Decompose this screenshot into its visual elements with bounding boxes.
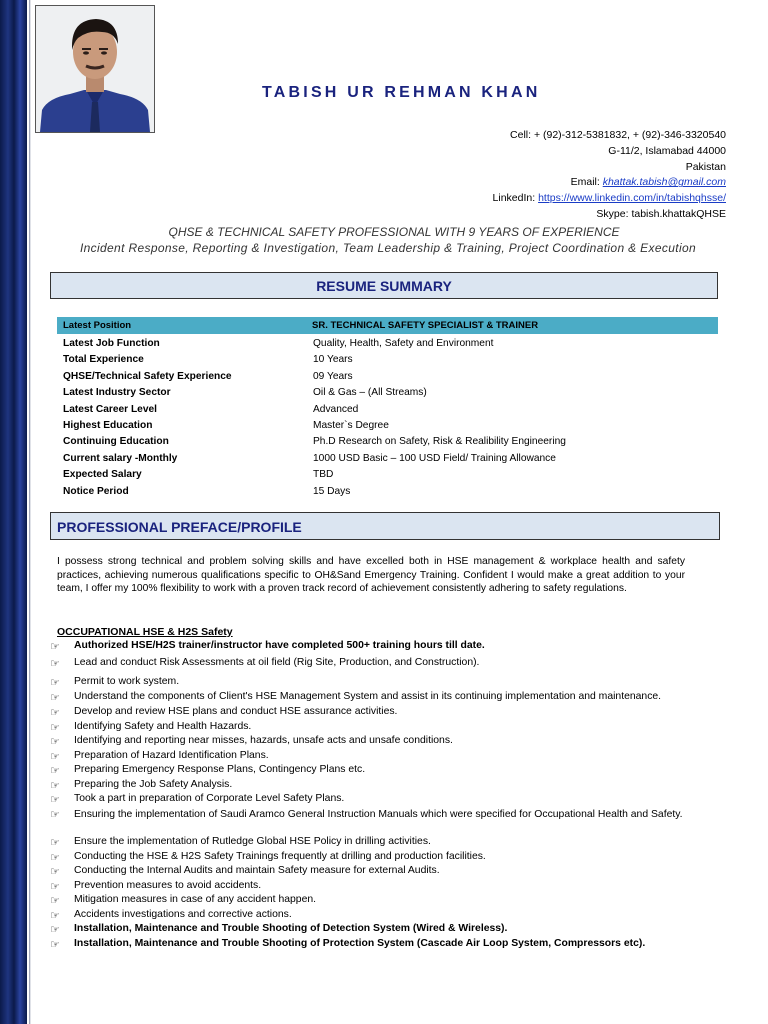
list-item-text: Identifying and reporting near misses, hazards, unsafe acts and unsafe conditions. bbox=[74, 735, 453, 746]
responsibility-list bbox=[50, 640, 750, 952]
summary-row-value: Master`s Degree bbox=[313, 419, 389, 431]
list-item-text: Lead and conduct Risk Assessments at oil field (Rig Site, Production, and Construction). bbox=[74, 657, 480, 668]
summary-row bbox=[63, 418, 713, 434]
summary-row-key: Total Experience bbox=[63, 354, 144, 366]
list-item-text: Conducting the Internal Audits and maintain Safety measure for external Audits. bbox=[74, 865, 440, 876]
summary-row bbox=[63, 352, 713, 368]
summary-row bbox=[63, 434, 713, 450]
latest-position-label: Latest Position bbox=[63, 320, 132, 331]
contact-block bbox=[493, 128, 726, 223]
list-item bbox=[50, 894, 750, 909]
list-item bbox=[50, 676, 750, 691]
pointing-hand-icon: ☞ bbox=[50, 880, 60, 893]
list-item bbox=[50, 706, 750, 721]
summary-row bbox=[63, 484, 713, 500]
pointing-hand-icon: ☞ bbox=[50, 808, 60, 821]
pointing-hand-icon: ☞ bbox=[50, 692, 60, 704]
email-link[interactable]: khattak.tabish@gmail.com bbox=[602, 176, 726, 189]
address-line-1: G-11/2, Islamabad 44000 bbox=[608, 144, 726, 157]
summary-row-key: Current salary -Monthly bbox=[63, 452, 178, 464]
summary-row-key: Notice Period bbox=[63, 485, 129, 497]
skype-id: Skype: tabish.khattakQHSE bbox=[596, 207, 726, 220]
pointing-hand-icon: ☞ bbox=[50, 909, 60, 922]
phone-numbers: Cell: + (92)-312-5381832, + (92)-346-3320540 bbox=[510, 129, 726, 141]
pointing-hand-icon: ☞ bbox=[50, 677, 60, 689]
list-item-text: Took a part in preparation of Corporate Level Safety Plans. bbox=[74, 793, 345, 804]
list-item-text: Preparing Emergency Response Plans, Contingency Plans etc. bbox=[74, 764, 366, 775]
profile-paragraph: I possess strong technical and problem solving skills and have excelled both in HSE management & workplace health and safety practices, achieving numerous qualifications specific to OH&Sand Emergency Training. Confident I would make a great addition to your team, I offer my 100% flexibility to work with a proven track record of achievement consistently adhering to safety regulations. bbox=[57, 556, 685, 595]
candidate-name: TABISH UR REHMAN KHAN bbox=[262, 84, 541, 101]
summary-row-key: Highest Education bbox=[63, 419, 153, 431]
pointing-hand-icon: ☞ bbox=[50, 641, 60, 653]
summary-row-value: 09 Years bbox=[313, 370, 353, 382]
list-item bbox=[50, 735, 750, 750]
pointing-hand-icon: ☞ bbox=[50, 750, 60, 763]
summary-table-header bbox=[57, 317, 718, 334]
list-item-text: Mitigation measures in case of any accident happen. bbox=[74, 894, 317, 905]
list-item-text: Develop and review HSE plans and conduct HSE assurance activities. bbox=[74, 706, 398, 717]
list-item-text: Installation, Maintenance and Trouble Shooting of Detection System (Wired & Wireless). bbox=[74, 923, 508, 934]
pointing-hand-icon: ☞ bbox=[50, 866, 60, 878]
occupational-heading: OCCUPATIONAL HSE & H2S Safety bbox=[57, 626, 233, 638]
list-item bbox=[50, 779, 750, 794]
summary-row-value: Advanced bbox=[313, 403, 359, 415]
summary-row-key: Continuing Education bbox=[63, 436, 169, 448]
list-item bbox=[50, 909, 750, 924]
summary-row-key: Latest Career Level bbox=[63, 403, 158, 415]
pointing-hand-icon: ☞ bbox=[50, 895, 60, 907]
summary-table bbox=[63, 336, 713, 500]
list-item bbox=[50, 721, 750, 736]
list-item bbox=[50, 764, 750, 779]
list-item-text: Accidents investigations and corrective actions. bbox=[74, 908, 292, 920]
pointing-hand-icon: ☞ bbox=[50, 736, 60, 748]
summary-row-value: 10 Years bbox=[313, 354, 353, 366]
linkedin-link[interactable]: https://www.linkedin.com/in/tabishqhsse/ bbox=[538, 192, 726, 205]
pointing-hand-icon: ☞ bbox=[50, 938, 60, 951]
pointing-hand-icon: ☞ bbox=[50, 765, 60, 777]
profile-heading bbox=[50, 512, 720, 540]
professional-headline: QHSE & TECHNICAL SAFETY PROFESSIONAL WITH 9 YEARS OF EXPERIENCE bbox=[168, 225, 620, 239]
email-row bbox=[493, 175, 726, 191]
list-item bbox=[50, 836, 750, 851]
list-item bbox=[50, 851, 750, 866]
pointing-hand-icon: ☞ bbox=[50, 794, 60, 806]
latest-position-value: SR. TECHNICAL SAFETY SPECIALIST & TRAINER bbox=[312, 320, 539, 331]
list-item-text: Understand the components of Client's HSE Management System and assist in its continuing implementation and maintenance. bbox=[74, 691, 662, 702]
list-item-text: Authorized HSE/H2S trainer/instructor have completed 500+ training hours till date. bbox=[74, 640, 485, 651]
address-line-2: Pakistan bbox=[685, 160, 726, 173]
list-item bbox=[50, 865, 750, 880]
list-item bbox=[50, 657, 750, 676]
list-item-text: Ensuring the implementation of Saudi Aramco General Instruction Manuals which were specified for Occupational Health and Safety. bbox=[74, 808, 683, 820]
list-item-text: Preparing the Job Safety Analysis. bbox=[74, 778, 233, 790]
sidebar-divider bbox=[27, 0, 29, 1024]
summary-row-value: Ph.D Research on Safety, Risk & Realibility Engineering bbox=[313, 436, 566, 448]
list-item-text: Preparation of Hazard Identification Plans. bbox=[74, 749, 269, 761]
summary-row bbox=[63, 385, 713, 401]
pointing-hand-icon: ☞ bbox=[50, 707, 60, 719]
pointing-hand-icon: ☞ bbox=[50, 851, 60, 864]
list-item-text: Ensure the implementation of Rutledge Global HSE Policy in drilling activities. bbox=[74, 836, 431, 847]
summary-row-value: 15 Days bbox=[313, 485, 351, 497]
list-item bbox=[50, 691, 750, 706]
summary-row-key: Expected Salary bbox=[63, 469, 142, 481]
summary-row-value: Oil & Gas – (All Streams) bbox=[313, 387, 427, 399]
summary-row bbox=[63, 467, 713, 483]
list-item bbox=[50, 640, 750, 657]
list-item bbox=[50, 923, 750, 938]
pointing-hand-icon: ☞ bbox=[50, 924, 60, 936]
list-item-text: Prevention measures to avoid accidents. bbox=[74, 879, 262, 891]
list-item-text: Conducting the HSE & H2S Safety Trainings frequently at drilling and production facilities. bbox=[74, 850, 486, 862]
list-item bbox=[50, 808, 750, 837]
pointing-hand-icon: ☞ bbox=[50, 658, 60, 670]
list-item-text: Permit to work system. bbox=[74, 676, 180, 687]
summary-row-key: Latest Job Function bbox=[63, 338, 160, 349]
resume-summary-heading bbox=[50, 272, 718, 299]
linkedin-row bbox=[493, 191, 726, 207]
linkedin-label: LinkedIn: bbox=[492, 192, 539, 205]
summary-row bbox=[63, 369, 713, 385]
summary-row-key: QHSE/Technical Safety Experience bbox=[63, 370, 232, 382]
summary-row-value: Quality, Health, Safety and Environment bbox=[313, 338, 494, 349]
summary-row-value: 1000 USD Basic – 100 USD Field/ Training Allowance bbox=[313, 452, 556, 464]
pointing-hand-icon: ☞ bbox=[50, 837, 60, 849]
summary-row-key: Latest Industry Sector bbox=[63, 387, 171, 399]
summary-row-value: TBD bbox=[313, 469, 334, 481]
resume-summary-title: RESUME SUMMARY bbox=[316, 278, 452, 294]
summary-row bbox=[63, 336, 713, 352]
list-item bbox=[50, 793, 750, 808]
list-item-text: Installation, Maintenance and Trouble Shooting of Protection System (Cascade Air Loop System, Compressors etc). bbox=[74, 937, 646, 949]
list-item bbox=[50, 938, 750, 953]
list-item-text: Identifying Safety and Health Hazards. bbox=[74, 720, 252, 732]
portrait-image bbox=[36, 6, 154, 132]
skills-subheadline: Incident Response, Reporting & Investigation, Team Leadership & Training, Project Coordination & Execution bbox=[79, 241, 697, 255]
pointing-hand-icon: ☞ bbox=[50, 779, 60, 792]
list-item bbox=[50, 880, 750, 895]
pointing-hand-icon: ☞ bbox=[50, 721, 60, 734]
summary-row bbox=[63, 402, 713, 418]
profile-photo bbox=[35, 5, 155, 133]
profile-title: PROFESSIONAL PREFACE/PROFILE bbox=[57, 519, 302, 535]
list-item bbox=[50, 750, 750, 765]
summary-row bbox=[63, 451, 713, 467]
email-label: Email: bbox=[570, 176, 603, 189]
